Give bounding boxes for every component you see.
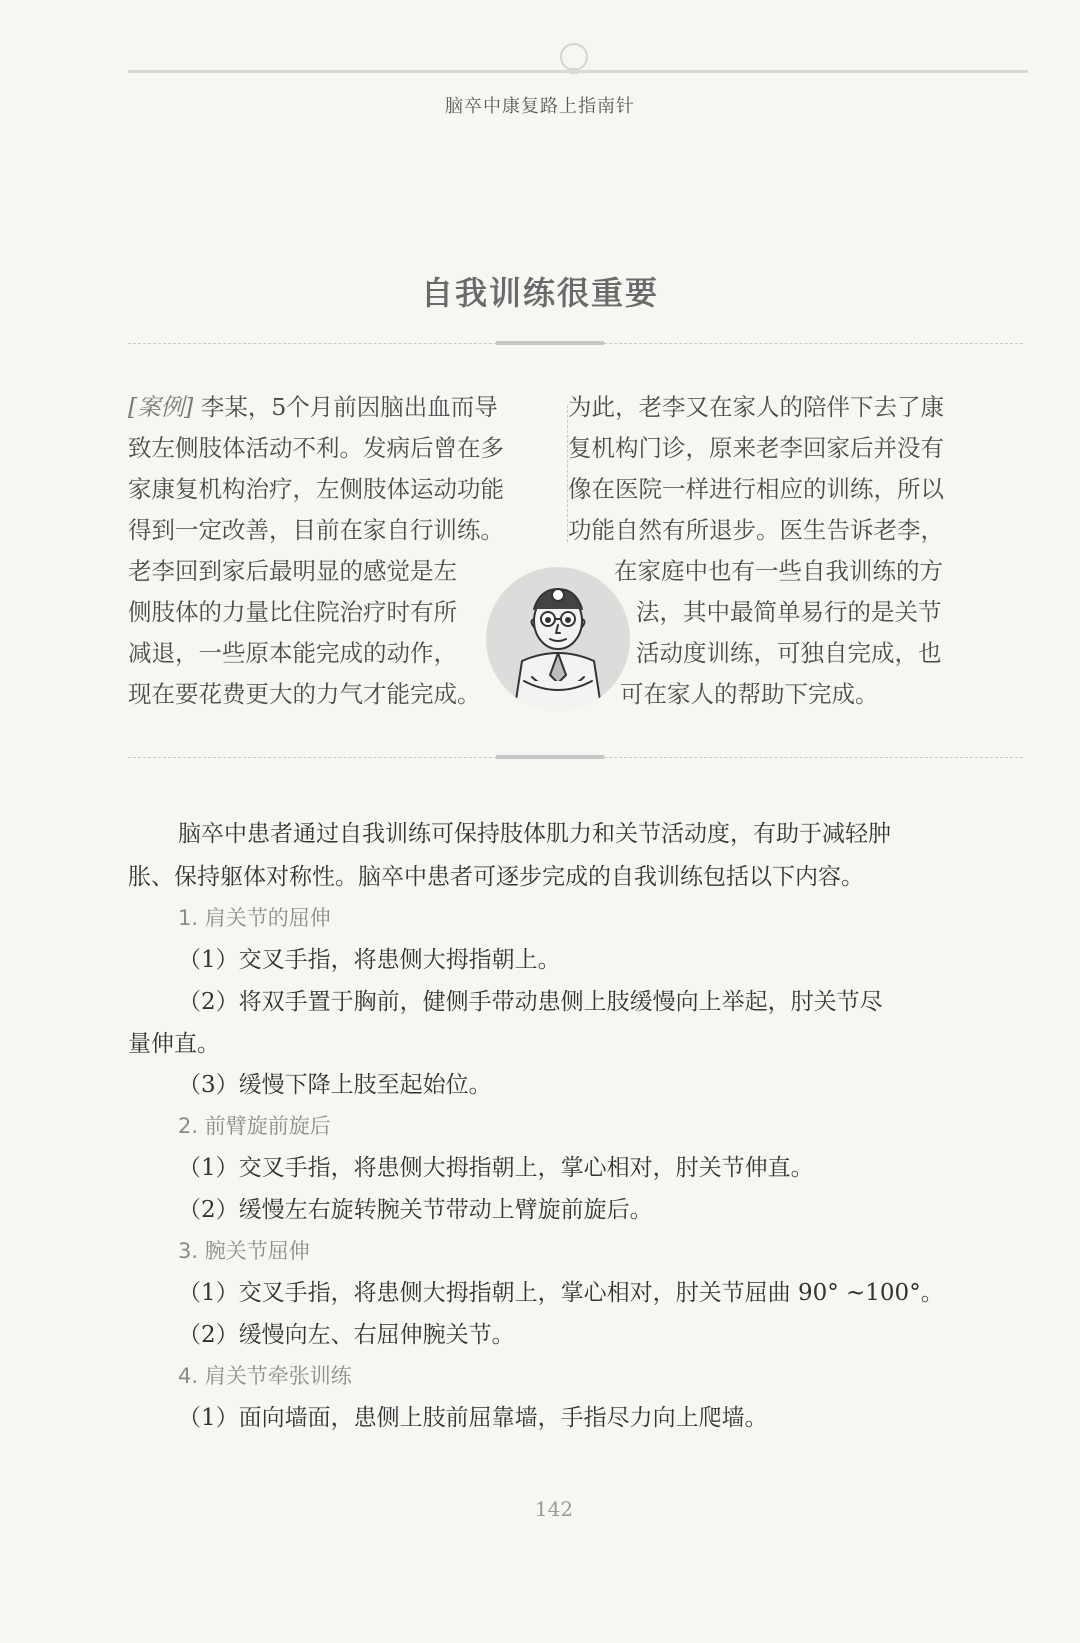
page-title: 自我训练很重要 [420,274,659,312]
case-right-line: 活动度训练，可独自完成，也 [636,639,942,667]
case-right-line: 功能自然有所退步。医生告诉老李， [568,516,944,544]
case-right-line: 为此，老李又在家人的陪伴下去了康 [568,393,944,421]
step-line: （1）交叉手指，将患侧大拇指朝上，掌心相对，肘关节屈曲 90° ~100°。 [178,1280,944,1306]
case-left-line: 现在要花费更大的力气才能完成。 [128,680,481,708]
running-head: 脑卒中康复路上指南针 [445,96,635,117]
case-right-line: 复机构门诊，原来老李回家后并没有 [568,434,944,462]
body-paragraph-line: 脑卒中患者通过自我训练可保持肢体肌力和关节活动度，有助于减轻肿 [178,821,891,847]
case-left-line: [案例] 李某，5个月前因脑出血而导 [128,393,498,421]
case-right-line: 在家庭中也有一些自我训练的方 [614,557,943,585]
case-box-top-accent [496,341,604,345]
step-line: （1）交叉手指，将患侧大拇指朝上，掌心相对，肘关节伸直。 [178,1155,814,1181]
step-line: （1）交叉手指，将患侧大拇指朝上。 [178,947,561,973]
step-line: （2）缓慢向左、右屈伸腕关节。 [178,1322,515,1348]
case-left-line: 侧肢体的力量比住院治疗时有所 [128,598,457,626]
case-right-line: 可在家人的帮助下完成。 [620,680,879,708]
step-line: 量伸直。 [128,1031,220,1057]
body-paragraph-line: 胀、保持躯体对称性。脑卒中患者可逐步完成的自我训练包括以下内容。 [128,864,864,890]
step-line: （1）面向墙面，患侧上肢前屈靠墙，手指尽力向上爬墙。 [178,1405,768,1431]
case-right-line: 像在医院一样进行相应的训练，所以 [568,475,944,503]
case-left-line: 致左侧肢体活动不利。发病后曾在多 [128,434,504,462]
case-left-line: 得到一定改善，目前在家自行训练。 [128,516,504,544]
section-heading: 4. 肩关节牵张训练 [178,1364,352,1388]
page-number: 142 [534,1497,574,1521]
header-rule [128,70,1028,73]
step-line: （2）缓慢左右旋转腕关节带动上臂旋前旋后。 [178,1197,653,1223]
case-right-line: 法，其中最简单易行的是关节 [636,598,942,626]
case-left-line: 减退，一些原本能完成的动作， [128,639,457,667]
step-line: （3）缓慢下降上肢至起始位。 [178,1072,492,1098]
case-left-line: 家康复机构治疗，左侧肢体运动功能 [128,475,504,503]
case-left-line: 老李回到家后最明显的感觉是左 [128,557,457,585]
case-box-bottom-accent [496,755,604,759]
doctor-cartoon-icon [484,565,632,713]
case-label: [案例] [128,393,194,421]
section-heading: 2. 前臂旋前旋后 [178,1114,331,1138]
step-line: （2）将双手置于胸前，健侧手带动患侧上肢缓慢向上举起，肘关节尽 [178,989,883,1015]
section-heading: 3. 腕关节屈伸 [178,1239,310,1263]
section-heading: 1. 肩关节的屈伸 [178,906,331,930]
